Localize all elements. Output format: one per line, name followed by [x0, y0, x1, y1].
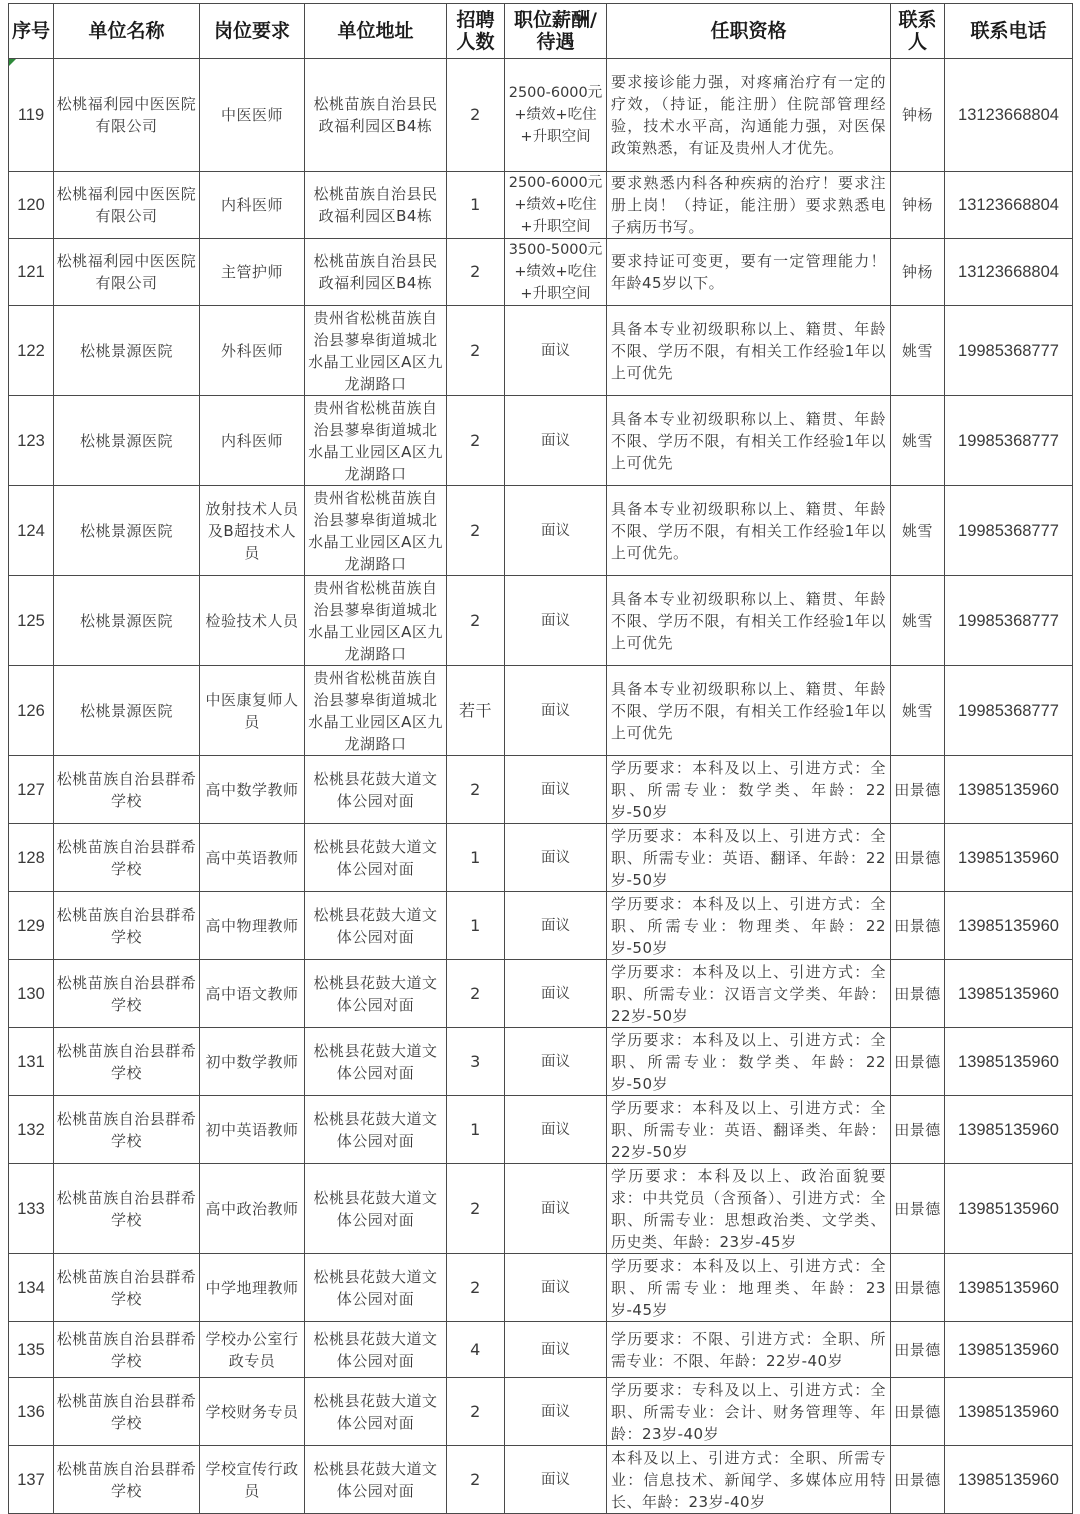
row-unit: 松桃景源医院 [54, 306, 200, 396]
table-row [9, 1028, 1073, 1096]
row-count: 2 [447, 396, 505, 486]
row-qualification: 学历要求：本科及以上、引进方式：全职、所需专业：数学类、年龄：22岁-50岁 [607, 1028, 891, 1096]
row-count: 1 [447, 892, 505, 960]
row-phone: 19985368777 [945, 306, 1073, 396]
row-salary: 面议 [505, 756, 607, 824]
row-qualification: 学历要求：本科及以上、引进方式：全职、所需专业：汉语言文学类、年龄：22岁-50岁 [607, 960, 891, 1028]
row-salary: 面议 [505, 1096, 607, 1164]
row-count: 2 [447, 1254, 505, 1322]
row-contact: 姚雪 [891, 486, 945, 576]
row-contact: 钟杨 [891, 172, 945, 239]
row-qualification: 学历要求：本科及以上、引进方式：全职、所需专业：数学类、年龄：22岁-50岁 [607, 756, 891, 824]
row-contact: 钟杨 [891, 239, 945, 306]
table-row [9, 59, 1073, 172]
row-qualification: 学历要求：不限、引进方式：全职、所需专业：不限、年龄：22岁-40岁 [607, 1322, 891, 1378]
row-no: 120 [9, 172, 54, 239]
row-unit: 松桃苗族自治县群希学校 [54, 892, 200, 960]
row-position: 高中政治教师 [200, 1164, 305, 1254]
row-position: 内科医师 [200, 172, 305, 239]
row-no: 124 [9, 486, 54, 576]
row-position: 中医康复师人员 [200, 666, 305, 756]
row-count: 2 [447, 1378, 505, 1446]
row-no: 123 [9, 396, 54, 486]
row-address: 松桃县花鼓大道文体公园对面 [305, 1096, 447, 1164]
row-contact: 田景德 [891, 1446, 945, 1514]
header-qualification: 任职资格 [607, 4, 891, 59]
row-qualification: 学历要求：本科及以上、引进方式：全职、所需专业：地理类、年龄：23岁-45岁 [607, 1254, 891, 1322]
row-position: 内科医师 [200, 396, 305, 486]
table-row [9, 892, 1073, 960]
row-address: 松桃县花鼓大道文体公园对面 [305, 1254, 447, 1322]
row-qualification: 学历要求：本科及以上、引进方式：全职、所需专业：英语、翻译类、年龄：22岁-50岁 [607, 1096, 891, 1164]
row-no: 135 [9, 1322, 54, 1378]
row-unit: 松桃景源医院 [54, 666, 200, 756]
table-row [9, 486, 1073, 576]
row-position: 学校财务专员 [200, 1378, 305, 1446]
row-phone: 13123668804 [945, 239, 1073, 306]
row-unit: 松桃苗族自治县群希学校 [54, 756, 200, 824]
row-qualification: 具备本专业初级职称以上、籍贯、年龄不限、学历不限，有相关工作经验1年以上可优先 [607, 396, 891, 486]
table-row [9, 172, 1073, 239]
row-address: 松桃县花鼓大道文体公园对面 [305, 1164, 447, 1254]
table-row [9, 239, 1073, 306]
row-salary: 2500-6000元+绩效+吃住+升职空间 [505, 172, 607, 239]
table-row [9, 960, 1073, 1028]
table-row [9, 756, 1073, 824]
row-address: 松桃县花鼓大道文体公园对面 [305, 892, 447, 960]
row-unit: 松桃景源医院 [54, 576, 200, 666]
row-position: 检验技术人员 [200, 576, 305, 666]
row-no: 122 [9, 306, 54, 396]
row-no: 137 [9, 1446, 54, 1514]
row-phone: 13985135960 [945, 1254, 1073, 1322]
row-no: 129 [9, 892, 54, 960]
row-phone: 19985368777 [945, 576, 1073, 666]
row-position: 高中数学教师 [200, 756, 305, 824]
row-qualification: 具备本专业初级职称以上、籍贯、年龄不限、学历不限，有相关工作经验1年以上可优先。 [607, 486, 891, 576]
header-unit: 单位名称 [54, 4, 200, 59]
row-salary: 面议 [505, 396, 607, 486]
row-unit: 松桃苗族自治县群希学校 [54, 1378, 200, 1446]
row-qualification: 学历要求：本科及以上、引进方式：全职、所需专业：英语、翻译、年龄：22岁-50岁 [607, 824, 891, 892]
row-position: 学校宣传行政员 [200, 1446, 305, 1514]
row-salary: 2500-6000元+绩效+吃住+升职空间 [505, 59, 607, 172]
row-salary: 面议 [505, 1322, 607, 1378]
row-count: 2 [447, 306, 505, 396]
row-salary: 面议 [505, 892, 607, 960]
header-contact: 联系人 [891, 4, 945, 59]
row-contact: 田景德 [891, 756, 945, 824]
row-count: 2 [447, 1164, 505, 1254]
row-no: 133 [9, 1164, 54, 1254]
header-no: 序号 [9, 4, 54, 59]
table-row [9, 666, 1073, 756]
row-address: 贵州省松桃苗族自治县蓼皋街道城北水晶工业园区A区九龙湖路口 [305, 486, 447, 576]
row-contact: 田景德 [891, 1378, 945, 1446]
row-qualification: 要求持证可变更，要有一定管理能力！年龄45岁以下。 [607, 239, 891, 306]
row-no: 132 [9, 1096, 54, 1164]
table-row [9, 1164, 1073, 1254]
row-count: 2 [447, 239, 505, 306]
row-salary: 面议 [505, 306, 607, 396]
table-row [9, 576, 1073, 666]
row-position: 学校办公室行政专员 [200, 1322, 305, 1378]
row-salary: 面议 [505, 1028, 607, 1096]
row-no: 119 [9, 59, 54, 172]
row-qualification: 要求熟悉内科各种疾病的治疗！要求注册上岗！（持证，能注册）要求熟悉电子病历书写。 [607, 172, 891, 239]
row-count: 3 [447, 1028, 505, 1096]
row-phone: 13985135960 [945, 824, 1073, 892]
row-phone: 13985135960 [945, 1028, 1073, 1096]
row-contact: 钟杨 [891, 59, 945, 172]
row-phone: 13985135960 [945, 892, 1073, 960]
row-count: 2 [447, 1446, 505, 1514]
row-count: 若干 [447, 666, 505, 756]
row-qualification: 学历要求：本科及以上、引进方式：全职、所需专业：物理类、年龄：22岁-50岁 [607, 892, 891, 960]
row-address: 松桃县花鼓大道文体公园对面 [305, 756, 447, 824]
row-address: 贵州省松桃苗族自治县蓼皋街道城北水晶工业园区A区九龙湖路口 [305, 666, 447, 756]
row-address: 贵州省松桃苗族自治县蓼皋街道城北水晶工业园区A区九龙湖路口 [305, 576, 447, 666]
table-row [9, 1378, 1073, 1446]
table-header [9, 4, 1073, 59]
row-contact: 田景德 [891, 824, 945, 892]
row-salary: 面议 [505, 824, 607, 892]
row-salary: 面议 [505, 576, 607, 666]
table-row [9, 396, 1073, 486]
row-no: 136 [9, 1378, 54, 1446]
row-phone: 13985135960 [945, 1378, 1073, 1446]
row-salary: 面议 [505, 1378, 607, 1446]
row-contact: 田景德 [891, 1028, 945, 1096]
row-position: 放射技术人员及B超技术人员 [200, 486, 305, 576]
row-qualification: 学历要求：专科及以上、引进方式：全职、所需专业：会计、财务管理等、年龄：23岁-40岁 [607, 1378, 891, 1446]
row-address: 松桃县花鼓大道文体公园对面 [305, 824, 447, 892]
row-address: 松桃苗族自治县民政福利园区B4栋 [305, 239, 447, 306]
row-count: 1 [447, 1096, 505, 1164]
table-row [9, 1322, 1073, 1378]
row-phone: 19985368777 [945, 486, 1073, 576]
row-contact: 田景德 [891, 1096, 945, 1164]
row-count: 2 [447, 960, 505, 1028]
row-phone: 13985135960 [945, 1164, 1073, 1254]
header-position: 岗位要求 [200, 4, 305, 59]
row-address: 松桃苗族自治县民政福利园区B4栋 [305, 59, 447, 172]
header-address: 单位地址 [305, 4, 447, 59]
row-position: 主管护师 [200, 239, 305, 306]
row-no: 121 [9, 239, 54, 306]
table-row [9, 1446, 1073, 1514]
table-row [9, 1096, 1073, 1164]
row-position: 初中数学教师 [200, 1028, 305, 1096]
row-address: 松桃县花鼓大道文体公园对面 [305, 1446, 447, 1514]
row-contact: 姚雪 [891, 396, 945, 486]
header-count: 招聘人数 [447, 4, 505, 59]
row-count: 2 [447, 59, 505, 172]
row-phone: 19985368777 [945, 396, 1073, 486]
row-count: 1 [447, 172, 505, 239]
row-address: 松桃县花鼓大道文体公园对面 [305, 1378, 447, 1446]
row-address: 松桃县花鼓大道文体公园对面 [305, 960, 447, 1028]
row-phone: 13985135960 [945, 1446, 1073, 1514]
row-count: 2 [447, 576, 505, 666]
row-salary: 3500-5000元+绩效+吃住+升职空间 [505, 239, 607, 306]
row-phone: 19985368777 [945, 666, 1073, 756]
row-qualification: 具备本专业初级职称以上、籍贯、年龄不限、学历不限，有相关工作经验1年以上可优先 [607, 306, 891, 396]
row-address: 松桃县花鼓大道文体公园对面 [305, 1028, 447, 1096]
row-contact: 姚雪 [891, 306, 945, 396]
row-salary: 面议 [505, 486, 607, 576]
row-contact: 姚雪 [891, 576, 945, 666]
row-unit: 松桃苗族自治县群希学校 [54, 1322, 200, 1378]
row-address: 贵州省松桃苗族自治县蓼皋街道城北水晶工业园区A区九龙湖路口 [305, 306, 447, 396]
row-salary: 面议 [505, 960, 607, 1028]
row-qualification: 要求接诊能力强，对疼痛治疗有一定的疗效，（持证，能注册）住院部管理经验，技术水平高，沟通能力强，对医保政策熟悉，有证及贵州人才优先。 [607, 59, 891, 172]
row-count: 4 [447, 1322, 505, 1378]
row-unit: 松桃福利园中医医院有限公司 [54, 59, 200, 172]
row-unit: 松桃苗族自治县群希学校 [54, 1446, 200, 1514]
row-contact: 姚雪 [891, 666, 945, 756]
row-address: 松桃苗族自治县民政福利园区B4栋 [305, 172, 447, 239]
row-unit: 松桃苗族自治县群希学校 [54, 1254, 200, 1322]
header-phone: 联系电话 [945, 4, 1073, 59]
row-unit: 松桃景源医院 [54, 486, 200, 576]
row-position: 高中物理教师 [200, 892, 305, 960]
row-no: 127 [9, 756, 54, 824]
row-address: 松桃县花鼓大道文体公园对面 [305, 1322, 447, 1378]
row-no: 131 [9, 1028, 54, 1096]
table-row [9, 1254, 1073, 1322]
row-unit: 松桃苗族自治县群希学校 [54, 1164, 200, 1254]
table-body [9, 59, 1073, 1514]
row-position: 外科医师 [200, 306, 305, 396]
row-count: 2 [447, 486, 505, 576]
row-no: 134 [9, 1254, 54, 1322]
row-no: 130 [9, 960, 54, 1028]
row-contact: 田景德 [891, 1254, 945, 1322]
row-qualification: 具备本专业初级职称以上、籍贯、年龄不限、学历不限，有相关工作经验1年以上可优先 [607, 666, 891, 756]
row-unit: 松桃福利园中医医院有限公司 [54, 239, 200, 306]
row-salary: 面议 [505, 1164, 607, 1254]
row-no: 126 [9, 666, 54, 756]
row-contact: 田景德 [891, 892, 945, 960]
table-row [9, 824, 1073, 892]
row-position: 初中英语教师 [200, 1096, 305, 1164]
row-contact: 田景德 [891, 960, 945, 1028]
row-count: 1 [447, 824, 505, 892]
row-phone: 13985135960 [945, 1096, 1073, 1164]
row-unit: 松桃苗族自治县群希学校 [54, 1096, 200, 1164]
row-phone: 13985135960 [945, 1322, 1073, 1378]
row-position: 高中英语教师 [200, 824, 305, 892]
row-address: 贵州省松桃苗族自治县蓼皋街道城北水晶工业园区A区九龙湖路口 [305, 396, 447, 486]
recruitment-table [8, 3, 1073, 1514]
row-qualification: 学历要求：本科及以上、政治面貌要求：中共党员（含预备）、引进方式：全职、所需专业：思想政治类、文学类、历史类、年龄：23岁-45岁 [607, 1164, 891, 1254]
row-phone: 13123668804 [945, 59, 1073, 172]
row-phone: 13985135960 [945, 960, 1073, 1028]
header-salary: 职位薪酬/待遇 [505, 4, 607, 59]
row-qualification: 具备本专业初级职称以上、籍贯、年龄不限、学历不限，有相关工作经验1年以上可优先 [607, 576, 891, 666]
row-salary: 面议 [505, 1446, 607, 1514]
row-position: 中医医师 [200, 59, 305, 172]
row-no: 128 [9, 824, 54, 892]
row-unit: 松桃福利园中医医院有限公司 [54, 172, 200, 239]
row-qualification: 本科及以上、引进方式：全职、所需专业：信息技术、新闻学、多媒体应用特长、年龄：23岁-40岁 [607, 1446, 891, 1514]
row-salary: 面议 [505, 666, 607, 756]
row-position: 高中语文教师 [200, 960, 305, 1028]
row-no: 125 [9, 576, 54, 666]
row-count: 2 [447, 756, 505, 824]
table-row [9, 306, 1073, 396]
row-unit: 松桃景源医院 [54, 396, 200, 486]
row-position: 中学地理教师 [200, 1254, 305, 1322]
row-phone: 13123668804 [945, 172, 1073, 239]
row-contact: 田景德 [891, 1322, 945, 1378]
row-contact: 田景德 [891, 1164, 945, 1254]
row-unit: 松桃苗族自治县群希学校 [54, 960, 200, 1028]
row-salary: 面议 [505, 1254, 607, 1322]
row-phone: 13985135960 [945, 756, 1073, 824]
row-unit: 松桃苗族自治县群希学校 [54, 824, 200, 892]
row-unit: 松桃苗族自治县群希学校 [54, 1028, 200, 1096]
